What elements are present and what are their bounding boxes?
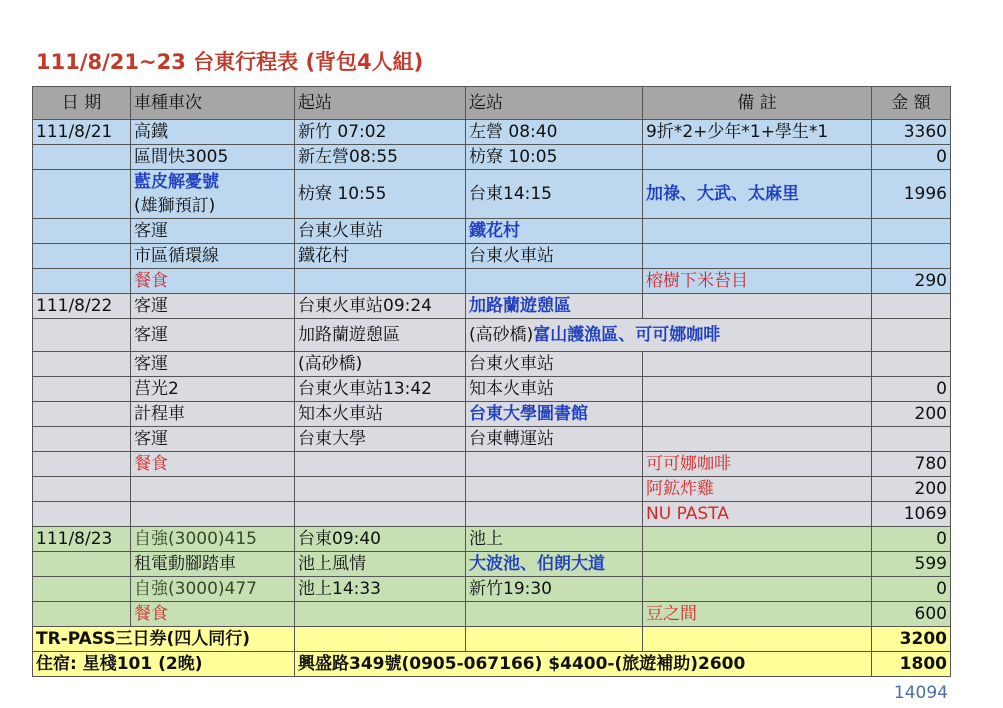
from-cell: 新竹 07:02 [295, 120, 466, 145]
from-cell: 台東09:40 [295, 527, 466, 552]
pass-empty-note [643, 627, 872, 652]
note-cell: NU PASTA [643, 502, 872, 527]
from-cell: 鐵花村 [295, 244, 466, 269]
pass-row [33, 627, 951, 652]
amount-cell: 0 [872, 145, 951, 170]
pass-empty-from [295, 627, 466, 652]
vehicle-cell: 自強(3000)477 [131, 577, 295, 602]
date-cell [33, 577, 131, 602]
header-vehicle: 車種車次 [131, 87, 295, 120]
from-cell: 池上風情 [295, 552, 466, 577]
to-cell: 台東大學圖書館 [466, 402, 643, 427]
to-cell [466, 602, 643, 627]
date-cell: 111/8/23 [33, 527, 131, 552]
lodging-row [33, 652, 951, 677]
from-cell: 知本火車站 [295, 402, 466, 427]
page-title: 111/8/21~23 台東行程表 (背包4人組) [36, 50, 424, 74]
date-cell [33, 244, 131, 269]
from-cell: 加路蘭遊憩區 [295, 319, 466, 352]
date-cell: 111/8/22 [33, 294, 131, 319]
table-row [33, 602, 951, 627]
table-row [33, 120, 951, 145]
from-cell [295, 502, 466, 527]
date-cell [33, 377, 131, 402]
from-cell: 枋寮 10:55 [295, 170, 466, 219]
vehicle-cell: 計程車 [131, 402, 295, 427]
amount-cell [872, 352, 951, 377]
from-cell: (高砂橋) [295, 352, 466, 377]
table-row [33, 377, 951, 402]
pass-amount: 3200 [872, 627, 951, 652]
lodging-detail: 興盛路349號(0905-067166) $4400-(旅遊補助)2600 [295, 652, 872, 677]
from-cell: 台東大學 [295, 427, 466, 452]
note-cell: 豆之間 [643, 602, 872, 627]
to-cell [466, 477, 643, 502]
date-cell [33, 427, 131, 452]
note-cell [643, 294, 872, 319]
lodging-amount: 1800 [872, 652, 951, 677]
to-cell: 大波池、伯朗大道 [466, 552, 643, 577]
table-row [33, 219, 951, 244]
lodging-label: 住宿: 星棧101 (2晚) [33, 652, 295, 677]
note-cell [643, 352, 872, 377]
note-cell [643, 244, 872, 269]
vehicle-cell: 客運 [131, 427, 295, 452]
amount-cell: 600 [872, 602, 951, 627]
date-cell [33, 145, 131, 170]
vehicle-cell: 客運 [131, 352, 295, 377]
date-cell [33, 319, 131, 352]
to-cell: 枋寮 10:05 [466, 145, 643, 170]
date-cell: 111/8/21 [33, 120, 131, 145]
amount-cell: 3360 [872, 120, 951, 145]
amount-cell: 1996 [872, 170, 951, 219]
from-cell [295, 477, 466, 502]
date-cell [33, 502, 131, 527]
header-date: 日 期 [33, 87, 131, 120]
note-cell [643, 145, 872, 170]
amount-cell: 200 [872, 477, 951, 502]
amount-cell [872, 244, 951, 269]
amount-cell [872, 427, 951, 452]
table-row [33, 477, 951, 502]
from-cell [295, 602, 466, 627]
note-cell: 加祿、大武、太麻里 [643, 170, 872, 219]
table-row [33, 269, 951, 294]
vehicle-cell: 餐食 [131, 452, 295, 477]
table-row [33, 319, 951, 352]
header-to: 迄站 [466, 87, 643, 120]
amount-cell [872, 219, 951, 244]
amount-cell: 780 [872, 452, 951, 477]
to-cell: 左營 08:40 [466, 120, 643, 145]
note-cell: 榕樹下米苔目 [643, 269, 872, 294]
note-cell [643, 402, 872, 427]
vehicle-cell: 餐食 [131, 602, 295, 627]
vehicle-name: 藍皮解憂號 [134, 172, 219, 192]
note-cell [643, 219, 872, 244]
date-cell [33, 219, 131, 244]
amount-cell [872, 294, 951, 319]
table-row [33, 402, 951, 427]
to-cell: 池上 [466, 527, 643, 552]
date-cell [33, 402, 131, 427]
amount-cell: 1069 [872, 502, 951, 527]
from-cell: 台東火車站09:24 [295, 294, 466, 319]
vehicle-cell [131, 502, 295, 527]
to-cell: 台東火車站 [466, 244, 643, 269]
table-row [33, 527, 951, 552]
header-note: 備 註 [643, 87, 872, 120]
vehicle-cell: 租電動腳踏車 [131, 552, 295, 577]
table-row [33, 452, 951, 477]
from-cell: 池上14:33 [295, 577, 466, 602]
vehicle-cell: 市區循環線 [131, 244, 295, 269]
header-row [33, 87, 951, 120]
vehicle-cell: 客運 [131, 219, 295, 244]
to-cell: 加路蘭遊憩區 [466, 294, 643, 319]
note-cell [643, 527, 872, 552]
to-cell: 台東14:15 [466, 170, 643, 219]
to-prefix: (高砂橋) [469, 325, 534, 345]
pass-empty-to [466, 627, 643, 652]
amount-cell: 290 [872, 269, 951, 294]
to-cell [466, 502, 643, 527]
date-cell [33, 602, 131, 627]
to-cell: 知本火車站 [466, 377, 643, 402]
from-cell [295, 452, 466, 477]
table-row [33, 577, 951, 602]
table-row [33, 552, 951, 577]
to-cell [466, 269, 643, 294]
note-cell: 阿鉱炸雞 [643, 477, 872, 502]
header-amount: 金 額 [872, 87, 951, 120]
table-row [33, 352, 951, 377]
table-row [33, 170, 951, 219]
vehicle-cell: 區間快3005 [131, 145, 295, 170]
note-cell [643, 427, 872, 452]
vehicle-cell: 自強(3000)415 [131, 527, 295, 552]
amount-cell: 0 [872, 577, 951, 602]
note-cell: 可可娜咖啡 [643, 452, 872, 477]
date-cell [33, 452, 131, 477]
date-cell [33, 352, 131, 377]
note-cell [643, 377, 872, 402]
grand-total: 14094 [893, 683, 948, 703]
vehicle-cell: 客運 [131, 319, 295, 352]
date-cell [33, 552, 131, 577]
amount-cell: 200 [872, 402, 951, 427]
amount-cell: 599 [872, 552, 951, 577]
note-cell [643, 552, 872, 577]
table-row [33, 427, 951, 452]
date-cell [33, 170, 131, 219]
to-cell [466, 319, 872, 352]
from-cell: 台東火車站13:42 [295, 377, 466, 402]
to-cell: 台東轉運站 [466, 427, 643, 452]
to-cell: 台東火車站 [466, 352, 643, 377]
pass-label: TR-PASS三日券(四人同行) [33, 627, 295, 652]
to-cell: 新竹19:30 [466, 577, 643, 602]
table-row [33, 145, 951, 170]
amount-cell: 0 [872, 377, 951, 402]
vehicle-cell: 客運 [131, 294, 295, 319]
table-row [33, 502, 951, 527]
itinerary-table [32, 86, 951, 677]
table-row [33, 244, 951, 269]
table-row [33, 294, 951, 319]
vehicle-cell: 餐食 [131, 269, 295, 294]
note-cell: 9折*2+少年*1+學生*1 [643, 120, 872, 145]
amount-cell: 0 [872, 527, 951, 552]
from-cell: 新左營08:55 [295, 145, 466, 170]
to-destination: 富山護漁區、可可娜咖啡 [533, 325, 721, 345]
to-cell [466, 452, 643, 477]
amount-cell [872, 319, 951, 352]
to-cell: 鐵花村 [466, 219, 643, 244]
vehicle-cell [131, 170, 295, 219]
note-cell [643, 577, 872, 602]
from-cell [295, 269, 466, 294]
vehicle-cell: 高鐵 [131, 120, 295, 145]
date-cell [33, 269, 131, 294]
header-from: 起站 [295, 87, 466, 120]
vehicle-cell: 莒光2 [131, 377, 295, 402]
date-cell [33, 477, 131, 502]
vehicle-booking: (雄獅預訂) [134, 196, 216, 216]
vehicle-cell [131, 477, 295, 502]
from-cell: 台東火車站 [295, 219, 466, 244]
